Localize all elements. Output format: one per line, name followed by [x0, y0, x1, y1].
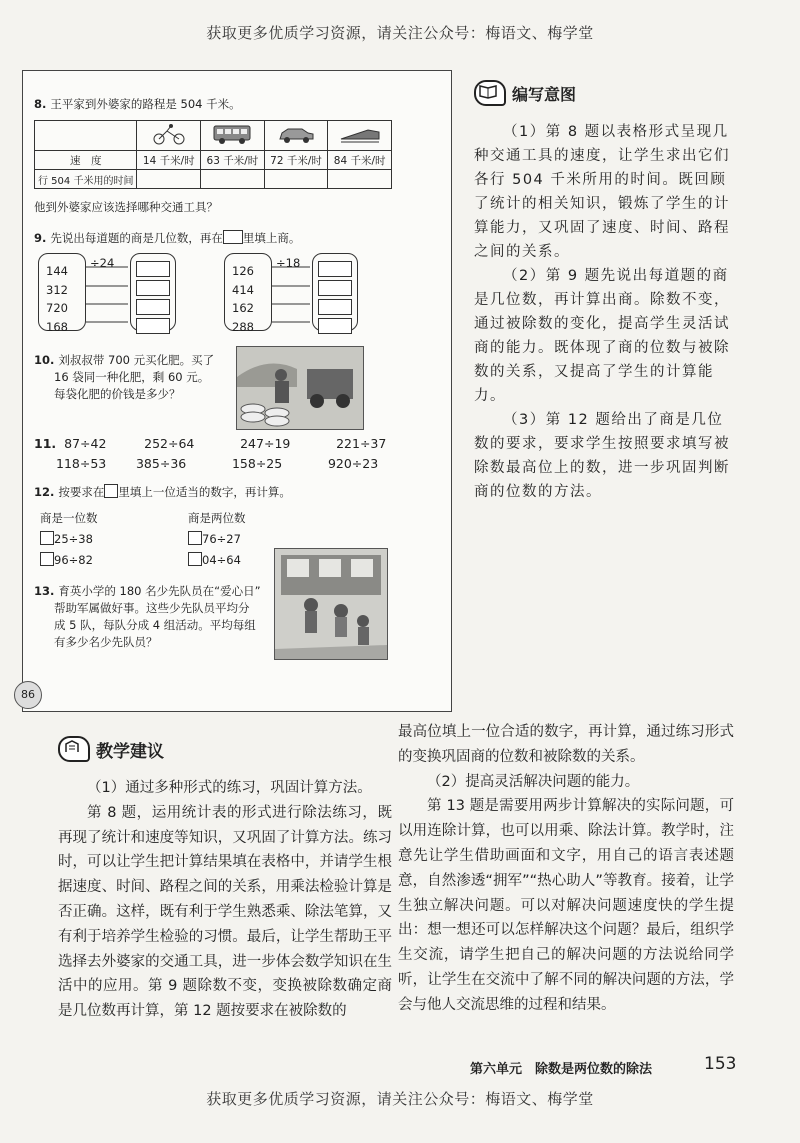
- answer-cell[interactable]: [318, 318, 352, 334]
- q13-text: 13. 育英小学的 180 名少先队员在“爱心日” 帮助军属做好事。这些少先队员平均分 成 5 队，每队分成 4 组活动。平均每组 有多少名少先队员？: [34, 584, 261, 649]
- advice-paragraph: 最高位填上一位合适的数字，再计算，通过练习形式的变换巩固商的位数和被除数的关系。: [398, 724, 734, 765]
- advice-paragraph: （2）提高灵活解决问题的能力。: [427, 773, 640, 790]
- advice-paragraph: 第 13 题是需要用两步计算解决的实际问题，可以用连除计算，也可以用乘、除法计算。教学时，注意先让学生借助画面和文字，用自己的语言表述题意，自然渗透“拥军”“热心助人”等教育。接着，让学生独立解决问题。可以对解决问题速度快的学生提出：想一想还可以怎样解决这个问题？最后，组织学生交流，请学生把自己的解决问题的方法说给同学听，让学生在交流中了解不同的解决问题的方法，学会与他人交流思维的过程和结果。: [398, 798, 734, 1013]
- young-pioneers-illustration: [274, 548, 388, 660]
- advice-right-column: [398, 720, 734, 1018]
- answer-cell[interactable]: [318, 299, 352, 315]
- time-cell[interactable]: [137, 170, 201, 189]
- train-icon: [340, 123, 380, 145]
- digit-box[interactable]: [40, 531, 54, 545]
- q9-right-arrows: [270, 253, 312, 329]
- intent-paragraph: （2）第 9 题先说出每道题的商是几位数，再计算出商。除数不变，通过被除数的变化，提高学生灵活试商的能力。既体现了商的位数与被除数的关系，又提高了学生的计算能力。: [474, 268, 730, 404]
- intent-paragraph: （1）第 8 题以表格形式呈现几种交通工具的速度，让学生求出它们各行 504 千米所用的时间。既回顾了统计的相关知识，锻炼了学生的计算能力，又巩固了速度、时间、路程之间的关系。: [474, 124, 730, 260]
- q9-left-cells: [136, 261, 170, 334]
- digit-box[interactable]: [188, 552, 202, 566]
- unit-footer: 第六单元 除数是两位数的除法: [470, 1062, 653, 1077]
- answer-cell[interactable]: [136, 280, 170, 296]
- time-cell[interactable]: [201, 170, 265, 189]
- page-number: 153: [704, 1054, 737, 1074]
- q11-exercises: 11. 87÷42 252÷64 247÷19 221÷37 118÷53 385÷36 158÷25 920÷23: [34, 436, 387, 471]
- advice-heading: 教学建议: [58, 736, 164, 762]
- speed-row-label: 速 度: [35, 151, 137, 170]
- intent-heading: 编写意图: [474, 80, 576, 106]
- speed-cell: 63 千米/时: [201, 151, 265, 170]
- fertilizer-illustration: [236, 346, 364, 430]
- q12-left: 商是一位数 25÷38 96÷82: [40, 511, 98, 567]
- bottom-banner: 获取更多优质学习资源，请关注公众号：梅语文、梅学堂: [206, 1090, 594, 1108]
- bus-icon: [212, 123, 252, 145]
- answer-box-icon: [223, 230, 243, 244]
- q8-question: 他到外婆家应该选择哪种交通工具？: [34, 200, 218, 214]
- answer-cell[interactable]: [318, 261, 352, 277]
- intent-paragraph: （3）第 12 题给出了商是几位数的要求，要求学生按照要求填写被除数最高位上的数，进一步巩固判断商的位数的方法。: [474, 412, 730, 500]
- digit-box[interactable]: [188, 531, 202, 545]
- q9-left-values: 144 312 720 168: [46, 264, 68, 334]
- q12-text: 12. 按要求在 里填上一位适当的数字，再计算。: [34, 485, 291, 499]
- q10-text: 10. 刘叔叔带 700 元买化肥。买了 16 袋同一种化肥，剩 60 元。 每袋化肥的价钱是多少？: [34, 353, 215, 401]
- digit-box[interactable]: [40, 552, 54, 566]
- q9-left-divisor: ÷24: [90, 256, 115, 270]
- time-row-label: 行 504 千米用的时间: [35, 170, 137, 189]
- advice-paragraph: 第 8 题，运用统计表的形式进行除法练习，既再现了统计和速度等知识，又巩固了计算方法。练习时，可以让学生把计算结果填在表格中，并请学生根据速度、时间、路程之间的关系，用乘法检验计算是否正确。这样，既有利于学生熟悉乘、除法笔算，又有利于培养学生检验的习惯。最后，让学生帮助王平选择去外婆家的交通工具，进一步体会数学知识在生活中的应用。第 9 题除数不变，变换被除数确定商是几位数再计算，第 12 题按要求在被除数的: [58, 804, 392, 1020]
- q9-right-values: 126 414 162 288: [232, 264, 254, 334]
- speed-cell: 84 千米/时: [328, 151, 392, 170]
- bicycle-icon: [149, 123, 189, 145]
- answer-cell[interactable]: [136, 261, 170, 277]
- teaching-icon: [58, 736, 90, 762]
- intent-body: [474, 120, 736, 504]
- book-icon: [474, 80, 506, 106]
- advice-paragraph: （1）通过多种形式的练习，巩固计算方法。: [87, 780, 372, 796]
- answer-cell[interactable]: [318, 280, 352, 296]
- q12-right: 商是两位数 76÷27 04÷64: [188, 511, 246, 567]
- time-cell[interactable]: [264, 170, 328, 189]
- answer-cell[interactable]: [136, 299, 170, 315]
- q9-right-cells: [318, 261, 352, 334]
- q9-right-divisor: ÷18: [276, 256, 301, 270]
- answer-cell[interactable]: [136, 318, 170, 334]
- q9-left-arrows: [84, 253, 130, 329]
- advice-left-column: [58, 776, 392, 1024]
- textbook-page-number: 86: [14, 681, 42, 709]
- speed-cell: 72 千米/时: [264, 151, 328, 170]
- speed-table: [34, 120, 392, 189]
- q9-text: 9. 先说出每道题的商是几位数，再在 里填上商。: [34, 231, 301, 245]
- speed-cell: 14 千米/时: [137, 151, 201, 170]
- car-icon: [276, 123, 316, 145]
- top-banner: 获取更多优质学习资源，请关注公众号：梅语文、梅学堂: [206, 24, 594, 42]
- answer-box-icon: [104, 484, 118, 498]
- q8-text: 8. 王平家到外婆家的路程是 504 千米。: [34, 97, 241, 111]
- time-cell[interactable]: [328, 170, 392, 189]
